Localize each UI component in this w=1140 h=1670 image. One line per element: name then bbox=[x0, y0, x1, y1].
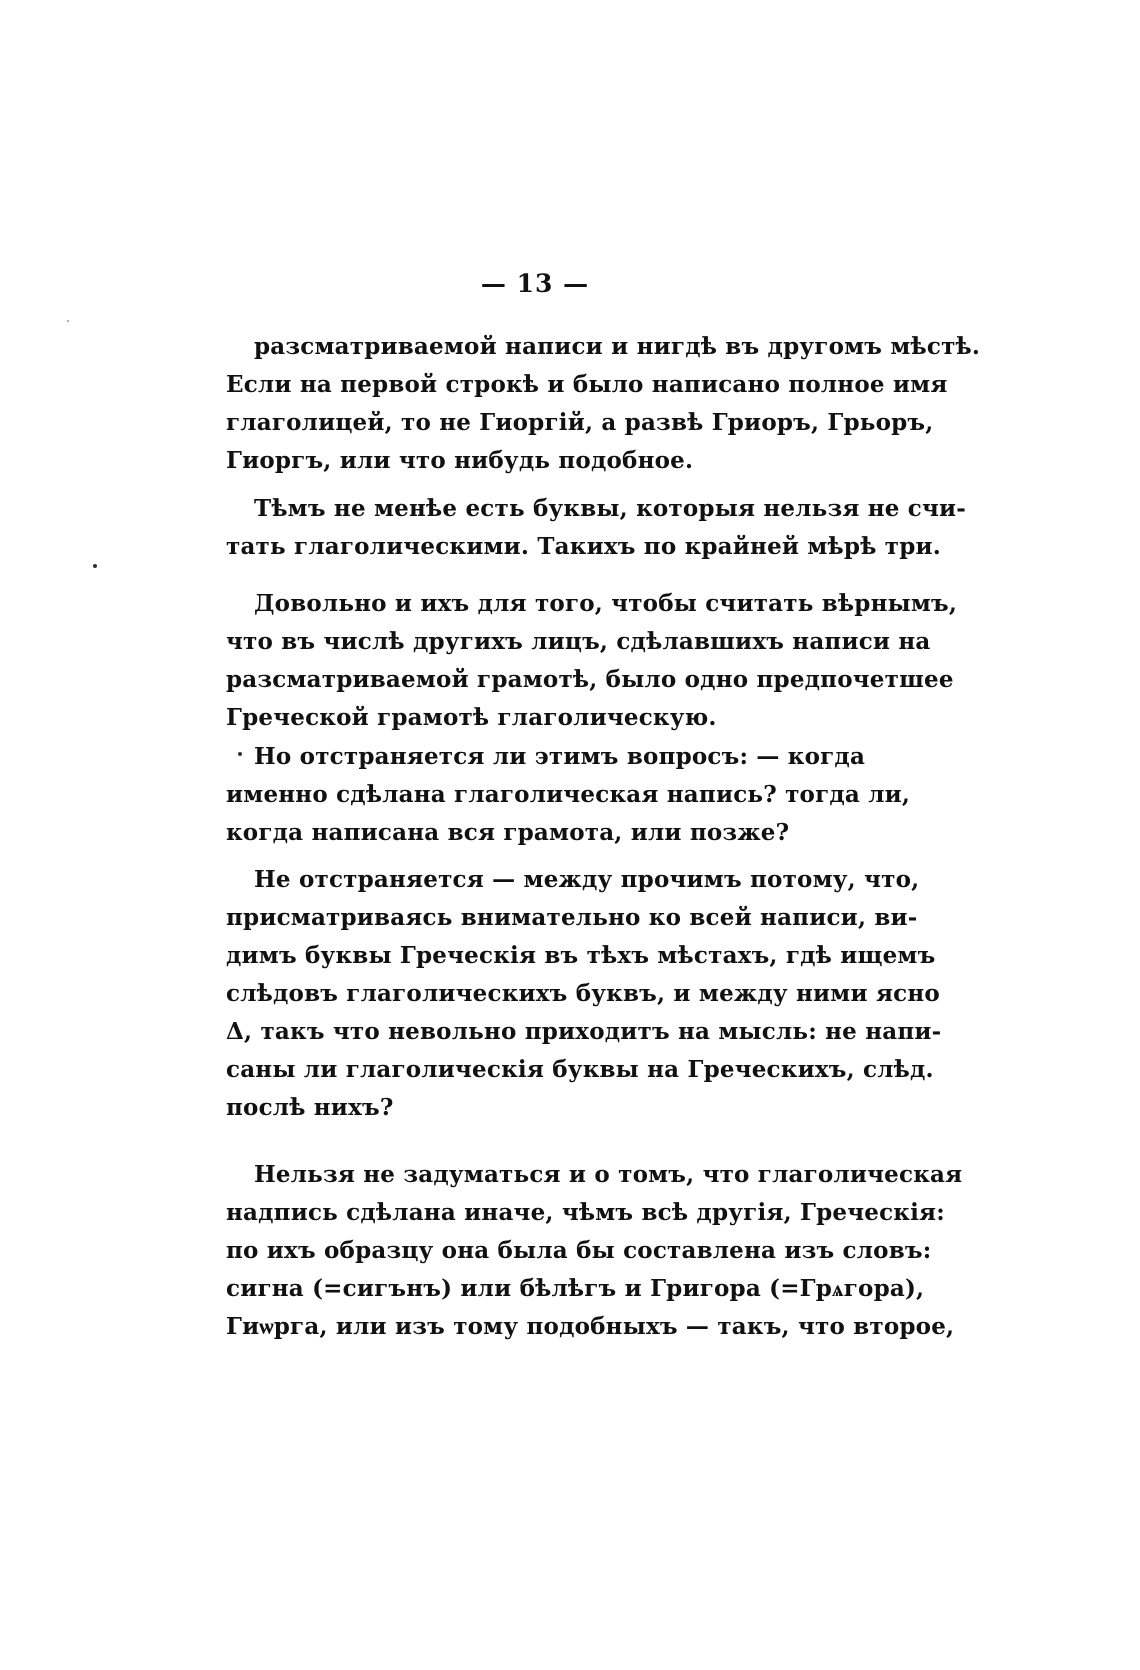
text-line: когда написана вся грамота, или позже? bbox=[226, 819, 790, 846]
text-line: Но отстраняется ли этимъ вопросъ: — когда bbox=[254, 743, 866, 770]
text-line: саны ли глаголическія буквы на Греческихъ, слѣд. bbox=[226, 1056, 934, 1083]
text-line: Если на первой строкѣ и было написано полное имя bbox=[226, 371, 948, 398]
text-line: глаголицей, то не Гиоргій, а развѣ Гриоръ, Грьоръ, bbox=[226, 409, 934, 436]
paragraph-1 bbox=[226, 328, 981, 480]
text-line: разсматриваемой грамотѣ, было одно предпочетшее bbox=[226, 666, 954, 693]
text-line: Тѣмъ не менѣе есть буквы, которыя нельзя не счи- bbox=[254, 495, 967, 522]
text-line: Не отстраняется — между прочимъ потому, что, bbox=[254, 866, 920, 893]
text-line: что въ числѣ другихъ лицъ, сдѣлавшихъ написи на bbox=[226, 628, 931, 655]
text-line: Гиоргъ, или что нибудь подобное. bbox=[226, 447, 694, 474]
text-line: надпись сдѣлана иначе, чѣмъ всѣ другія, Греческія: bbox=[226, 1199, 945, 1226]
ink-speck bbox=[238, 752, 242, 756]
text-line: разсматриваемой написи и нигдѣ въ другомъ мѣстѣ. bbox=[254, 333, 981, 360]
text-line: присматриваясь внимательно ко всей написи, ви- bbox=[226, 904, 918, 931]
text-line: Δ, такъ что невольно приходитъ на мысль: не напи- bbox=[226, 1018, 942, 1045]
text-line: именно сдѣлана глаголическая напись? тогда ли, bbox=[226, 781, 911, 808]
ink-speck bbox=[67, 320, 69, 322]
text-line: по ихъ образцу она была бы составлена изъ словъ: bbox=[226, 1237, 932, 1264]
paragraph-6 bbox=[226, 1156, 963, 1346]
text-line: послѣ нихъ? bbox=[226, 1094, 394, 1121]
paragraph-3 bbox=[226, 585, 958, 737]
text-line: Гиѡрга, или изъ тому подобныхъ — такъ, что второе, bbox=[226, 1313, 955, 1340]
paragraph-5 bbox=[226, 861, 942, 1127]
text-line: Нельзя не задуматься и о томъ, что глаголическая bbox=[254, 1161, 963, 1188]
text-line: димъ буквы Греческія въ тѣхъ мѣстахъ, гдѣ ищемъ bbox=[226, 942, 936, 969]
text-line: слѣдовъ глаголическихъ буквъ, и между ними ясно bbox=[226, 980, 940, 1007]
text-line: Греческой грамотѣ глаголическую. bbox=[226, 704, 717, 731]
paragraph-2 bbox=[226, 490, 967, 566]
page-number: — 13 — bbox=[480, 269, 590, 298]
text-line: тать глаголическими. Такихъ по крайней мѣрѣ три. bbox=[226, 533, 941, 560]
ink-speck bbox=[93, 564, 97, 568]
paragraph-4 bbox=[226, 738, 911, 852]
text-line: сигна (=сигънъ) или бѣлѣгъ и Григора (=Грѧгора), bbox=[226, 1275, 925, 1302]
text-line: Довольно и ихъ для того, чтобы считать вѣрнымъ, bbox=[254, 590, 958, 617]
